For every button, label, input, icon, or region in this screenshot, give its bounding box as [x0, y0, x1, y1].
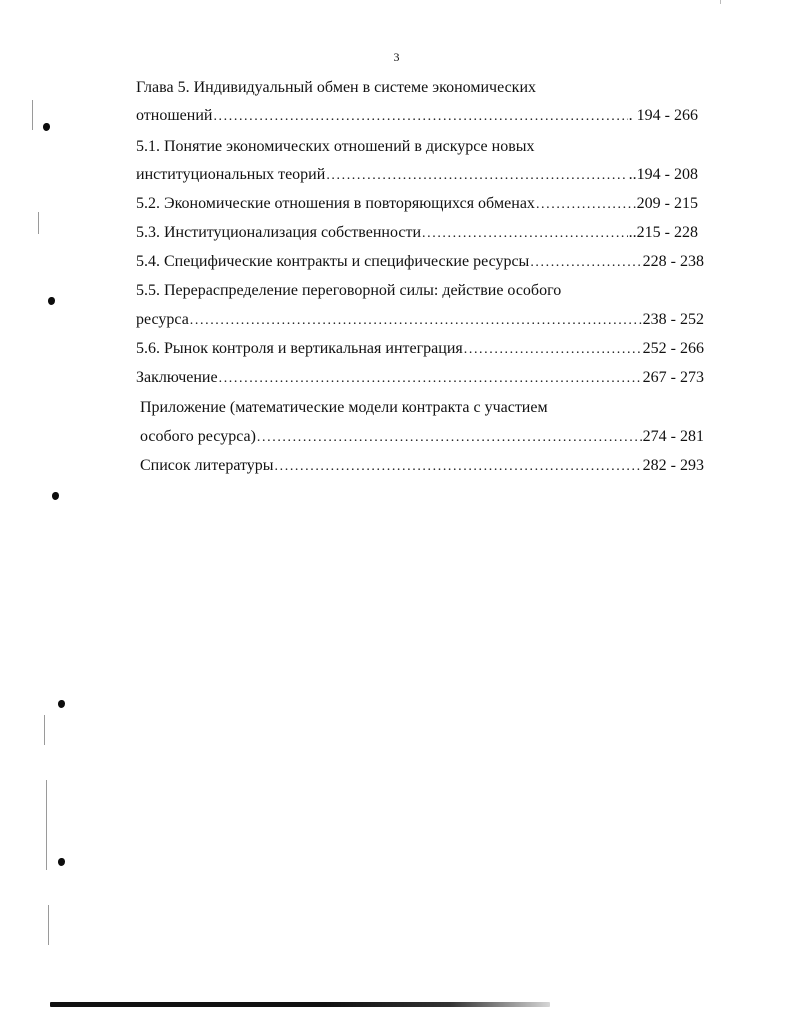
toc-entry-text: Заключение	[136, 369, 218, 386]
scan-hole-dot	[48, 297, 55, 305]
dot-leader	[213, 106, 627, 127]
toc-entry-text: 5.6. Рынок контроля и вертикальная интеграция	[136, 340, 463, 357]
toc-page-range: 209 - 215	[636, 195, 698, 212]
toc-section-5-2-entry[interactable]	[136, 193, 698, 215]
toc-entry-text: 5.4. Специфические контракты и специфические ресурсы	[136, 253, 530, 270]
toc-entry-text: особого ресурса)	[140, 428, 256, 445]
toc-entry-text: 5.5. Перераспределение переговорной силы: действие особого	[136, 282, 562, 299]
toc-page-range: 252 - 266	[642, 340, 704, 357]
scan-binding-line	[32, 100, 33, 130]
toc-conclusion-entry[interactable]	[136, 367, 704, 389]
toc-chapter-5-entry[interactable]	[136, 105, 698, 127]
toc-entry-text: институциональных теорий	[136, 166, 326, 183]
toc-section-5-5-title	[136, 280, 616, 302]
dot-leader	[530, 252, 641, 273]
toc-section-5-6-entry[interactable]	[136, 338, 704, 360]
toc-page-range: ..194 - 208	[628, 166, 698, 183]
toc-page-range: ..215 - 228	[628, 224, 698, 241]
toc-section-5-3-entry[interactable]	[136, 222, 698, 244]
toc-entry-text: ресурса	[136, 311, 189, 328]
scan-hole-dot	[58, 858, 65, 866]
toc-entry-text: 5.3. Институционализация собственности	[136, 224, 422, 241]
dot-leader	[422, 223, 628, 244]
dot-leader	[464, 339, 642, 360]
toc-entry-text: Список литературы	[140, 457, 274, 474]
toc-section-5-1-title	[136, 136, 616, 158]
toc-appendix-entry[interactable]	[140, 426, 704, 448]
dot-leader	[275, 456, 642, 477]
toc-page-range: 274 - 281	[642, 428, 704, 445]
toc-page-range: 267 - 273	[642, 369, 704, 386]
dot-leader	[536, 194, 636, 215]
dot-leader	[190, 310, 642, 331]
toc-chapter-5-title	[136, 77, 616, 99]
toc-appendix-title	[140, 397, 620, 419]
dot-leader	[326, 165, 627, 186]
toc-references-entry[interactable]	[140, 455, 704, 477]
scan-corner-mark	[720, 0, 721, 4]
toc-page-range: 282 - 293	[642, 457, 704, 474]
scan-hole-dot	[43, 123, 50, 131]
dot-leader	[257, 427, 642, 448]
scan-hole-dot	[58, 700, 65, 708]
toc-section-5-4-entry[interactable]	[136, 251, 704, 273]
toc-entry-text: отношений	[136, 107, 213, 124]
toc-page-range: . 194 - 266	[628, 107, 698, 124]
scan-binding-line	[46, 780, 47, 870]
toc-section-5-5-entry[interactable]	[136, 309, 704, 331]
toc-entry-text: Глава 5. Индивидуальный обмен в системе экономических	[136, 79, 537, 96]
toc-section-5-1-entry[interactable]	[136, 164, 698, 186]
scan-binding-line	[38, 212, 39, 234]
toc-entry-text: 5.2. Экономические отношения в повторяющихся обменах	[136, 195, 535, 212]
scan-bottom-edge	[50, 1002, 550, 1007]
page-number: 3	[393, 50, 400, 64]
toc-entry-text: Приложение (математические модели контракта с участием	[140, 399, 548, 416]
scan-hole-dot	[52, 492, 59, 500]
dot-leader	[219, 368, 642, 389]
scan-binding-line	[44, 715, 45, 745]
toc-entry-text: 5.1. Понятие экономических отношений в дискурсе новых	[136, 138, 535, 155]
toc-page-range: 238 - 252	[642, 311, 704, 328]
scan-binding-line	[48, 905, 49, 945]
toc-page-range: 228 - 238	[642, 253, 704, 270]
